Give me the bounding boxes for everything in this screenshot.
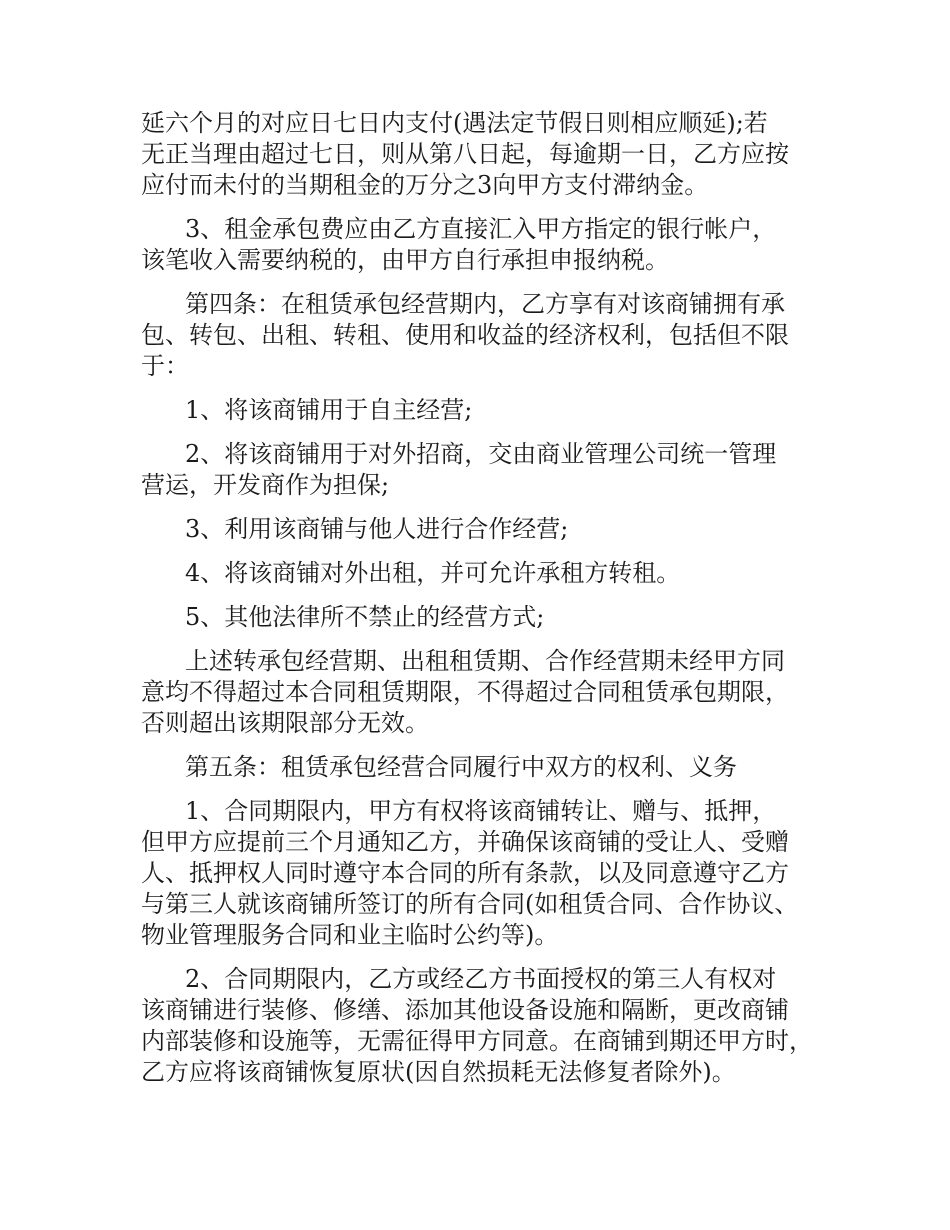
paragraph-line: 第五条：租赁承包经营合同履行中双方的权利、义务 (185, 753, 737, 781)
paragraph (141, 602, 831, 633)
paragraph-line: 人、抵押权人同时遵守本合同的所有条款，以及同意遵守乙方 (141, 859, 789, 887)
paragraph-line: 乙方应将该商铺恢复原状(因自然损耗无法修复者除外)。 (141, 1058, 736, 1086)
paragraph-line: 包、转包、出租、转租、使用和收益的经济权利，包括但不限 (141, 321, 789, 349)
paragraph-line: 与第三人就该商铺所签订的所有合同(如租赁合同、合作协议、 (141, 890, 799, 918)
paragraph (141, 558, 831, 589)
paragraph (141, 108, 831, 201)
paragraph (141, 439, 831, 501)
paragraph-line: 该商铺进行装修、修缮、添加其他设备设施和隔断，更改商铺 (141, 996, 789, 1024)
paragraph-line: 物业管理服务合同和业主临时公约等)。 (141, 921, 559, 949)
paragraph-line: 营运，开发商作为担保; (141, 471, 390, 499)
paragraph-line: 3、利用该商铺与他人进行合作经营; (185, 515, 569, 543)
paragraph (141, 214, 831, 276)
document-body (141, 108, 831, 1101)
paragraph (141, 395, 831, 426)
paragraph-line: 2、将该商铺用于对外招商，交由商业管理公司统一管理 (185, 440, 777, 468)
paragraph (141, 514, 831, 545)
paragraph-line: 4、将该商铺对外出租，并可允许承租方转租。 (185, 559, 681, 587)
paragraph-line: 否则超出该期限部分无效。 (141, 709, 429, 737)
paragraph-line: 应付而未付的当期租金的万分之3向甲方支付滞纳金。 (141, 171, 709, 199)
paragraph-line: 2、合同期限内，乙方或经乙方书面授权的第三人有权对 (185, 965, 777, 993)
paragraph-line: 于： (141, 352, 189, 380)
paragraph-line: 意均不得超过本合同租赁期限，不得超过合同租赁承包期限， (141, 678, 789, 706)
paragraph-line: 该笔收入需要纳税的，由甲方自行承担申报纳税。 (141, 246, 669, 274)
paragraph-line: 3、租金承包费应由乙方直接汇入甲方指定的银行帐户， (185, 215, 777, 243)
paragraph (141, 796, 831, 951)
paragraph-line: 但甲方应提前三个月通知乙方，并确保该商铺的受让人、受赠 (141, 828, 789, 856)
paragraph-line: 5、其他法律所不禁止的经营方式; (185, 603, 545, 631)
paragraph (141, 646, 831, 739)
paragraph (141, 289, 831, 382)
paragraph-line: 1、将该商铺用于自主经营; (185, 396, 473, 424)
paragraph-line: 1、合同期限内，甲方有权将该商铺转让、赠与、抵押， (185, 797, 777, 825)
paragraph-line: 无正当理由超过七日，则从第八日起，每逾期一日，乙方应按 (141, 140, 789, 168)
paragraph-line: 内部装修和设施等，无需征得甲方同意。在商铺到期还甲方时， (141, 1027, 813, 1055)
paragraph (141, 964, 831, 1088)
paragraph-line: 上述转承包经营期、出租租赁期、合作经营期未经甲方同 (185, 647, 785, 675)
paragraph-line: 延六个月的对应日七日内支付(遇法定节假日则相应顺延);若 (141, 109, 768, 137)
paragraph (141, 752, 831, 783)
paragraph-line: 第四条：在租赁承包经营期内，乙方享有对该商铺拥有承 (185, 290, 785, 318)
